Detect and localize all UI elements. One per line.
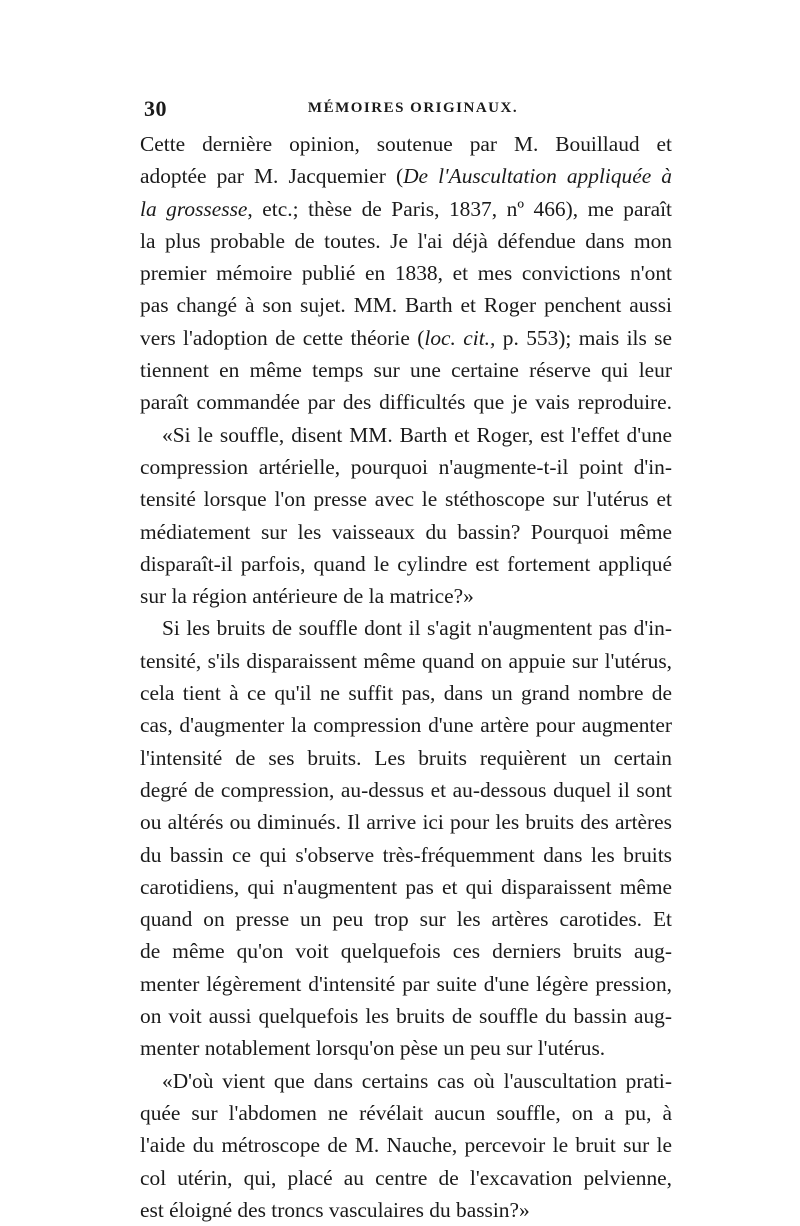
text-line: l'aide du métroscope de M. Nauche, percevoir le bruit sur le bbox=[140, 1133, 672, 1158]
page-number: 30 bbox=[144, 96, 167, 121]
text-line: Si les bruits de souffle dont il s'agit n'augmentent pas d'in- bbox=[162, 616, 672, 641]
text-line: du bassin ce qui s'observe très-fréquemment dans les bruits bbox=[140, 842, 672, 867]
text-line: ou altérés ou diminués. Il arrive ici pour les bruits des artères bbox=[140, 810, 672, 835]
text-fragment: adoptée par M. Jacquemier ( bbox=[140, 164, 404, 189]
text-line: médiatement sur les vaisseaux du bassin? Pourquoi même bbox=[140, 519, 672, 544]
paragraph-4 bbox=[140, 1065, 672, 1226]
text-line: tensité lorsque l'on presse avec le stéthoscope sur l'utérus et bbox=[140, 487, 672, 512]
text-line bbox=[140, 160, 672, 192]
body-text bbox=[140, 128, 672, 1226]
text-fragment: p. 553); mais ils se bbox=[495, 325, 672, 350]
text-line: Cette dernière opinion, soutenue par M. Bouillaud et bbox=[140, 132, 672, 156]
text-line: est éloigné des troncs vasculaires du bassin?» bbox=[140, 1197, 530, 1222]
text-line: de même qu'on voit quelquefois ces derniers bruits aug- bbox=[140, 939, 672, 964]
text-line: degré de compression, au-dessus et au-dessous duquel il sont bbox=[140, 777, 672, 802]
text-line bbox=[140, 193, 672, 225]
text-fragment: vers l'adoption de cette théorie ( bbox=[140, 325, 425, 350]
text-line: la plus probable de toutes. Je l'ai déjà défendue dans mon bbox=[140, 228, 672, 253]
text-line: tensité, s'ils disparaissent même quand on appuie sur l'utérus, bbox=[140, 648, 672, 673]
italic-title: la grossesse bbox=[140, 196, 248, 221]
paragraph-1 bbox=[140, 128, 672, 419]
text-line: on voit aussi quelquefois les bruits de souffle du bassin aug- bbox=[140, 1004, 672, 1029]
italic-title: De l'Auscultation appliquée à bbox=[403, 164, 672, 189]
text-line: disparaît-il parfois, quand le cylindre est fortement appliqué bbox=[140, 551, 672, 576]
text-line: premier mémoire publié en 1838, et mes convictions n'ont bbox=[140, 261, 672, 286]
text-line: quée sur l'abdomen ne révélait aucun souffle, on a pu, à bbox=[140, 1100, 672, 1125]
text-line: «Si le souffle, disent MM. Barth et Roger, est l'effet d'une bbox=[162, 422, 672, 447]
text-line bbox=[140, 322, 672, 354]
paragraph-2 bbox=[140, 419, 672, 613]
text-line: menter légèrement d'intensité par suite d'une légère pression, bbox=[140, 971, 672, 996]
text-line: pas changé à son sujet. MM. Barth et Roger penchent aussi bbox=[140, 293, 672, 318]
text-line: menter notablement lorsqu'on pèse un peu sur l'utérus. bbox=[140, 1036, 606, 1061]
text-line: «D'où vient que dans certains cas où l'auscultation prati- bbox=[162, 1068, 672, 1093]
running-head bbox=[140, 96, 666, 124]
text-line: cela tient à ce qu'il ne suffit pas, dans un grand nombre de bbox=[140, 681, 672, 706]
italic-citation: loc. cit., bbox=[424, 325, 496, 350]
text-line: quand on presse un peu trop sur les artères carotides. Et bbox=[140, 907, 672, 932]
text-line: tiennent en même temps sur une certaine réserve qui leur bbox=[140, 358, 672, 383]
text-line: compression artérielle, pourquoi n'augmente-t-il point d'in- bbox=[140, 454, 672, 479]
text-line: l'intensité de ses bruits. Les bruits requièrent un certain bbox=[140, 745, 672, 770]
text-line: carotidiens, qui n'augmentent pas et qui disparaissent même bbox=[140, 874, 672, 899]
text-line: cas, d'augmenter la compression d'une artère pour augmenter bbox=[140, 713, 672, 738]
text-line: col utérin, qui, placé au centre de l'excavation pelvienne, bbox=[140, 1165, 672, 1190]
text-line: paraît commandée par des difficultés que je vais reproduire. bbox=[140, 390, 672, 415]
text-line: sur la région antérieure de la matrice?» bbox=[140, 584, 474, 609]
text-fragment: , etc.; thèse de Paris, 1837, nº 466), me paraît bbox=[247, 196, 672, 221]
paragraph-3 bbox=[140, 612, 672, 1064]
running-title: MÉMOIRES ORIGINAUX. bbox=[307, 100, 519, 116]
